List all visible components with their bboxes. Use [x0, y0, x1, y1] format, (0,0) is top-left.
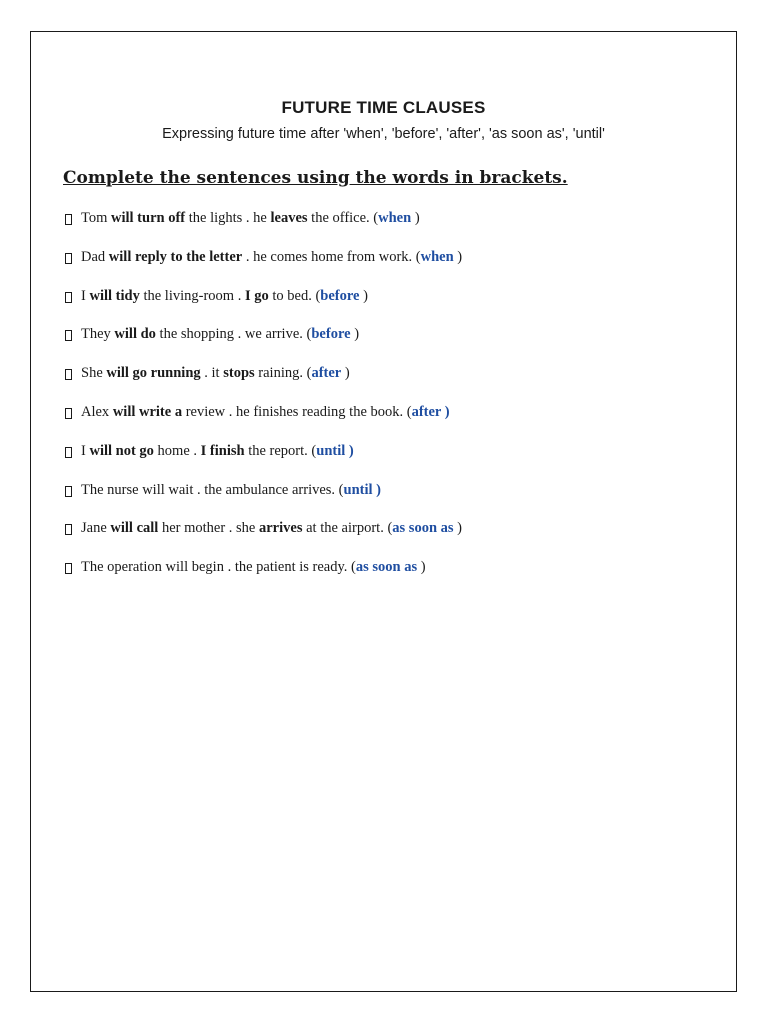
bold-text: will do — [114, 326, 156, 343]
sentence-segment: Alex — [81, 403, 113, 420]
sentence-list — [65, 210, 462, 598]
sentence-text — [81, 559, 426, 576]
sentence-segment: review . he finishes reading the book. ( — [182, 403, 412, 420]
bold-text: will write a — [112, 403, 183, 420]
sentence-item — [65, 559, 462, 598]
bold-text: leaves — [270, 210, 308, 226]
checkbox-bullet-icon — [65, 292, 72, 303]
checkbox-bullet-icon — [65, 330, 72, 341]
worksheet-page — [30, 31, 737, 992]
sentence-segment: They — [81, 326, 115, 343]
checkbox-bullet-icon — [65, 369, 72, 380]
bracket-word: after ) — [411, 403, 450, 420]
bold-text: I finish — [200, 442, 245, 459]
sentence-segment: I — [81, 287, 90, 304]
sentence-segment: She — [81, 365, 107, 382]
bracket-word: when — [420, 248, 454, 265]
bold-text: will tidy — [89, 287, 140, 304]
sentence-item — [65, 326, 462, 365]
sentence-item — [65, 249, 462, 288]
bracket-word: until ) — [343, 481, 381, 498]
sentence-segment: the report. ( — [244, 442, 317, 459]
sentence-segment: at the airport. ( — [302, 520, 393, 537]
sentence-segment: ) — [453, 248, 463, 265]
sentence-text — [81, 520, 462, 537]
checkbox-bullet-icon — [65, 214, 72, 225]
sentence-segment: . he comes home from work. ( — [242, 248, 421, 265]
sentence-segment: raining. ( — [254, 365, 312, 382]
checkbox-bullet-icon — [65, 253, 72, 264]
sentence-item — [65, 288, 462, 327]
sentence-text — [81, 365, 350, 382]
sentence-item — [65, 404, 462, 443]
sentence-segment: ) — [417, 559, 426, 576]
bold-text: will not go — [89, 442, 154, 459]
sentence-segment: The operation will begin . the patient is ready. ( — [81, 559, 356, 576]
bold-text: arrives — [259, 520, 303, 537]
bold-text: will go running — [106, 365, 201, 382]
bracket-word: after — [311, 365, 342, 382]
bold-text: will call — [110, 520, 159, 537]
bold-text: will reply to the letter — [108, 248, 243, 265]
sentence-segment: the shopping . we arrive. ( — [155, 326, 312, 343]
checkbox-bullet-icon — [65, 408, 72, 419]
sentence-segment: Tom — [81, 210, 111, 226]
sentence-segment: ) — [359, 287, 368, 304]
sentence-segment: ) — [453, 520, 462, 537]
bracket-word: as soon as — [392, 520, 454, 537]
sentence-text — [81, 482, 381, 499]
sentence-segment: to bed. ( — [268, 287, 321, 304]
bracket-word: until ) — [316, 442, 354, 459]
bracket-word: before — [311, 326, 351, 343]
page-title: FUTURE TIME CLAUSES — [281, 98, 486, 117]
sentence-segment: The nurse will wait . the ambulance arrives. ( — [81, 481, 344, 498]
sentence-item — [65, 210, 462, 249]
exercise-instruction: Complete the sentences using the words in brackets. — [63, 168, 568, 188]
bracket-word: before — [320, 287, 360, 304]
sentence-segment: the lights . he — [185, 210, 271, 226]
checkbox-bullet-icon — [65, 486, 72, 497]
sentence-segment: . it — [200, 365, 224, 382]
checkbox-bullet-icon — [65, 447, 72, 458]
bold-text: I go — [244, 287, 269, 304]
sentence-text — [81, 443, 354, 460]
sentence-text — [81, 210, 420, 227]
checkbox-bullet-icon — [65, 524, 72, 535]
sentence-segment: home . — [153, 442, 201, 459]
sentence-item — [65, 365, 462, 404]
sentence-segment: the living-room . — [139, 287, 245, 304]
sentence-item — [65, 482, 462, 521]
sentence-segment: ) — [350, 326, 360, 343]
sentence-segment: ) — [341, 365, 350, 382]
sentence-segment: Jane — [81, 520, 111, 537]
bold-text: stops — [223, 365, 255, 382]
sentence-segment: the office. ( — [307, 210, 379, 226]
sentence-text — [81, 249, 462, 266]
bracket-word: as soon as — [355, 559, 418, 576]
sentence-item — [65, 443, 462, 482]
checkbox-bullet-icon — [65, 563, 72, 574]
sentence-segment: I — [81, 442, 90, 459]
sentence-text — [81, 288, 368, 305]
sentence-item — [65, 520, 462, 559]
sentence-segment: ) — [411, 210, 420, 226]
page-subtitle: Expressing future time after 'when', 'before', 'after', 'as soon as', 'until' — [162, 126, 605, 142]
sentence-segment: Dad — [81, 248, 109, 265]
bold-text: will turn off — [111, 210, 186, 226]
sentence-text — [81, 404, 450, 421]
sentence-text — [81, 326, 359, 343]
bracket-word: when — [378, 210, 412, 226]
sentence-segment: her mother . she — [158, 520, 259, 537]
